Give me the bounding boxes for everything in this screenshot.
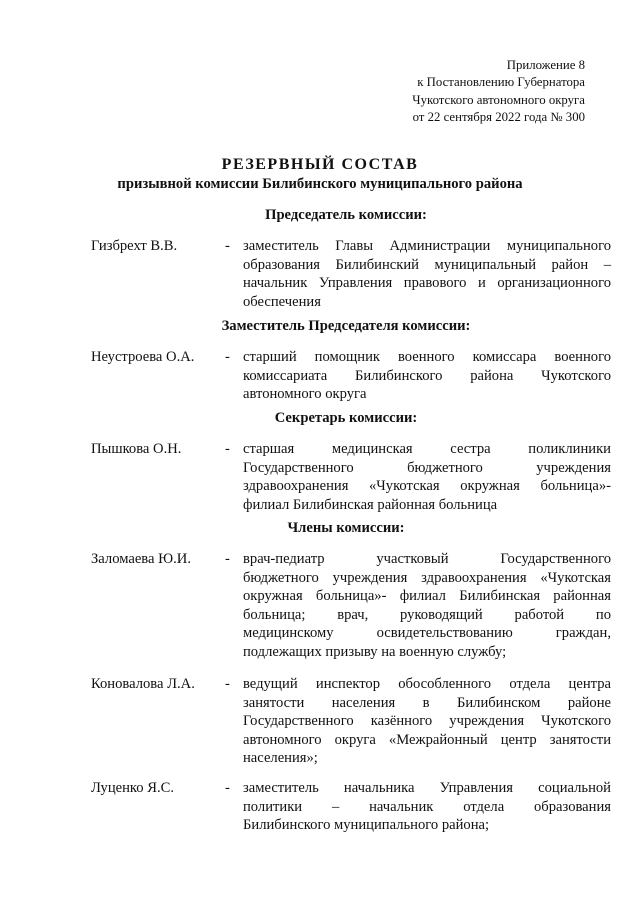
appendix-line: от 22 сентября 2022 года № 300 bbox=[412, 109, 585, 124]
member-name: Пышкова О.Н. bbox=[91, 441, 182, 457]
description-line: заместитель Главы Администрации муниципального bbox=[243, 238, 611, 254]
description-line: занятости населения в Билибинском районе bbox=[243, 694, 611, 711]
member-description bbox=[243, 675, 611, 768]
appendix-header bbox=[412, 57, 585, 126]
member-name: Заломаева Ю.И. bbox=[91, 551, 191, 567]
member-name: Неустроева О.А. bbox=[91, 349, 195, 365]
description-line: автономного округа bbox=[243, 386, 367, 402]
section-heading-members: Члены комиссии: bbox=[287, 520, 405, 536]
description-line: больница; врач, руководящий работой по bbox=[243, 606, 611, 623]
member-dash: - bbox=[225, 676, 230, 692]
member-entry bbox=[0, 440, 640, 520]
description-line: Государственного казённого учреждения Чукотского bbox=[243, 713, 611, 729]
member-description bbox=[243, 440, 611, 514]
member-description bbox=[243, 550, 611, 661]
description-line: начальник Управления правового и организационного bbox=[243, 275, 611, 291]
section-heading-deputy: Заместитель Председателя комиссии: bbox=[221, 318, 471, 334]
member-name: Луценко Я.С. bbox=[91, 780, 174, 796]
member-dash: - bbox=[225, 441, 230, 457]
description-line: населения»; bbox=[243, 750, 318, 766]
member-name: Гизбрехт В.В. bbox=[91, 238, 178, 254]
description-line: филиал Билибинская районная больница bbox=[243, 496, 498, 513]
description-line: обеспечения bbox=[243, 293, 321, 310]
description-line: политики – начальник отдела образования bbox=[243, 798, 611, 815]
description-line: подлежащих призыву на военную службу; bbox=[243, 643, 507, 660]
member-entry bbox=[0, 675, 640, 766]
appendix-line: Приложение 8 bbox=[506, 58, 585, 72]
description-line: Государственного бюджетного учреждения bbox=[243, 459, 611, 476]
member-description bbox=[243, 237, 611, 311]
member-entry bbox=[0, 779, 640, 859]
appendix-line: Чукотского автономного округа bbox=[412, 92, 585, 107]
member-dash: - bbox=[225, 551, 230, 567]
description-line: старшая медицинская сестра поликлиники bbox=[243, 441, 611, 457]
description-line: Билибинского муниципального района; bbox=[243, 817, 490, 833]
description-line: комиссариата Билибинского района Чукотского bbox=[243, 367, 611, 384]
description-line: здравоохранения «Чукотская окружная больница»- bbox=[243, 478, 611, 494]
member-dash: - bbox=[225, 349, 230, 365]
description-line: старший помощник военного комиссара военного bbox=[243, 349, 611, 365]
description-line: ведущий инспектор обособленного отдела центра bbox=[243, 676, 611, 692]
appendix-line: к Постановлению Губернатора bbox=[417, 75, 585, 90]
member-dash: - bbox=[225, 238, 230, 254]
description-line: окружная больница»- филиал Билибинская районная bbox=[243, 588, 611, 604]
member-entry bbox=[0, 237, 640, 317]
description-line: заместитель начальника Управления социальной bbox=[243, 780, 611, 796]
description-line: медицинскому освидетельствованию граждан, bbox=[243, 625, 611, 641]
section-heading-chairman: Председатель комиссии: bbox=[265, 207, 427, 223]
member-name: Коновалова Л.А. bbox=[91, 676, 195, 692]
member-description bbox=[243, 779, 611, 835]
description-line: врач-педиатр участковый Государственного bbox=[243, 551, 611, 567]
member-dash: - bbox=[225, 780, 230, 796]
description-line: образования Билибинский муниципальный район – bbox=[243, 256, 611, 273]
document-title: РЕЗЕРВНЫЙ СОСТАВ bbox=[221, 156, 419, 173]
document-subtitle: призывной комиссии Билибинского муниципального района bbox=[117, 176, 523, 192]
description-line: бюджетного учреждения здравоохранения «Чукотская bbox=[243, 569, 611, 586]
description-line: автономного округа «Межрайонный центр занятости bbox=[243, 731, 611, 748]
section-heading-secretary: Секретарь комиссии: bbox=[274, 410, 418, 426]
member-entry bbox=[0, 550, 640, 660]
member-description bbox=[243, 348, 611, 404]
